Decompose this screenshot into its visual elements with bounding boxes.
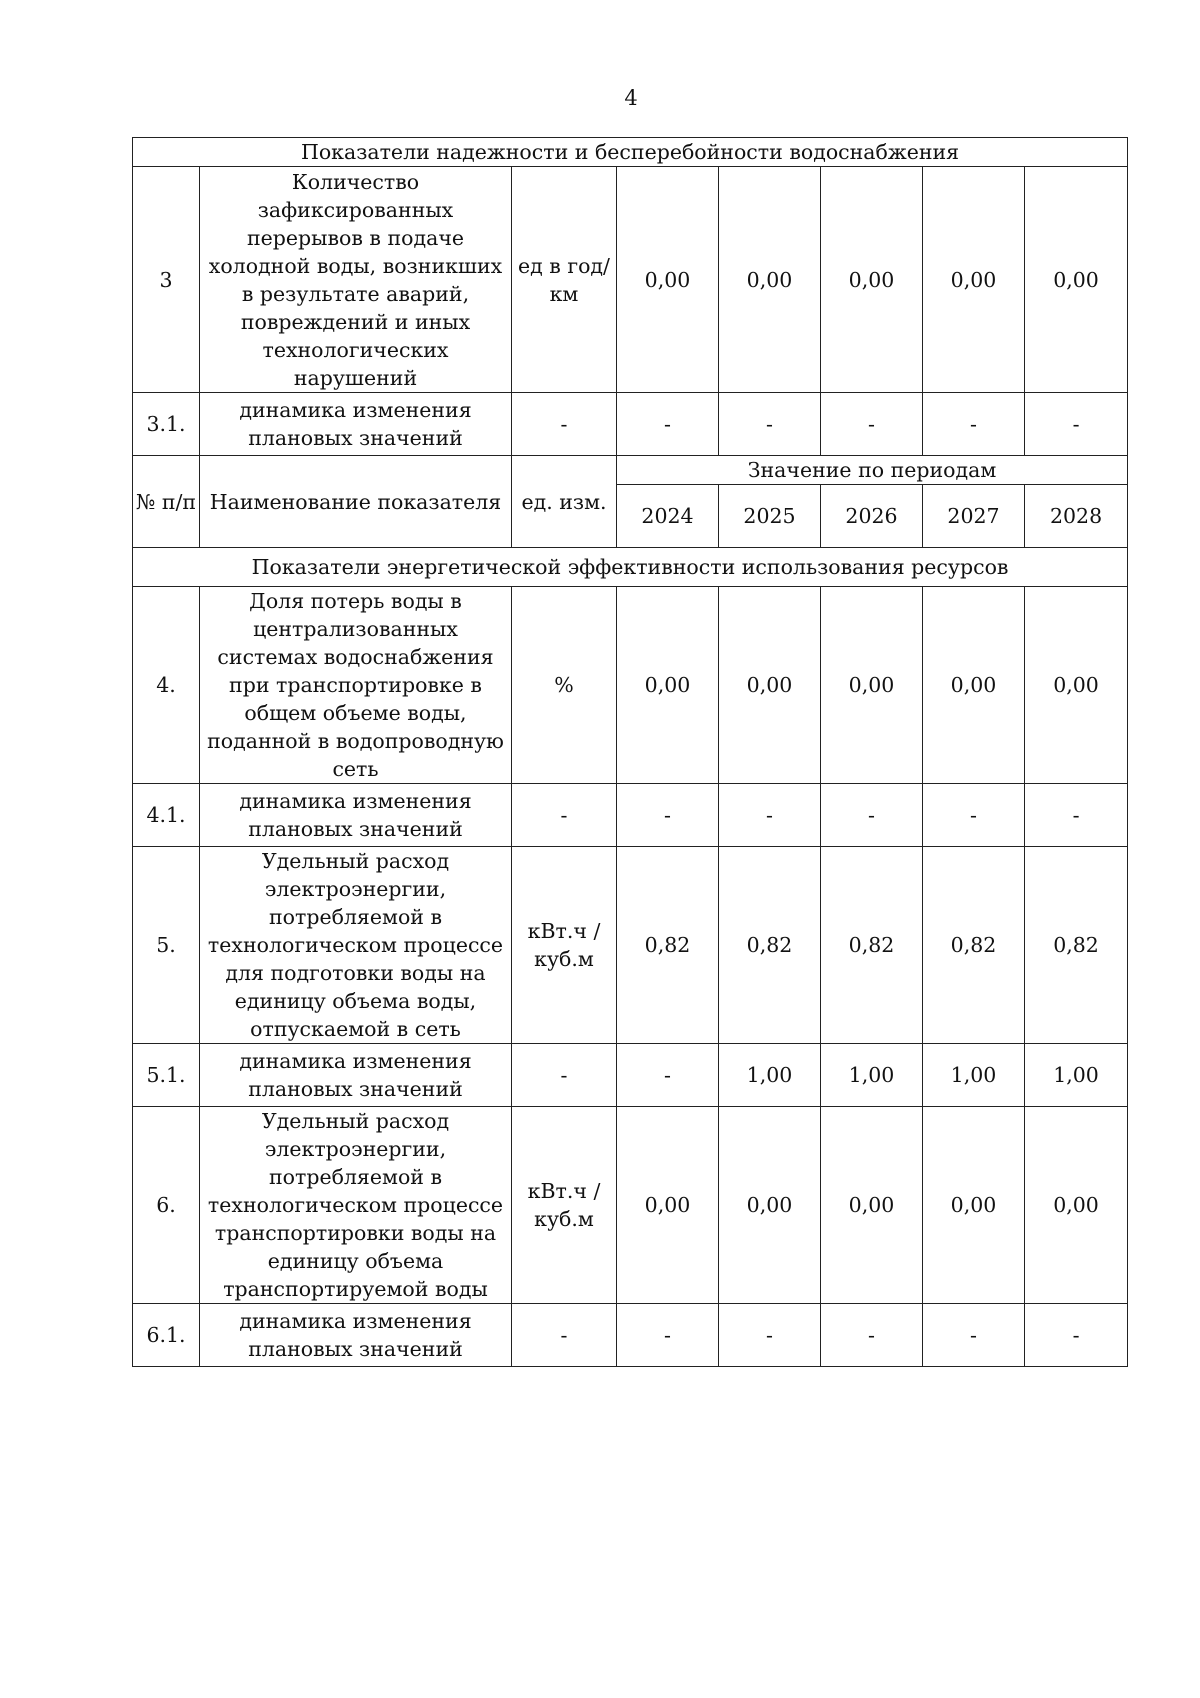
unit-cell: кВт.ч / куб.м xyxy=(512,847,617,1044)
table-row xyxy=(133,1044,1128,1107)
unit-cell: кВт.ч / куб.м xyxy=(512,1107,617,1304)
header-year: 2024 xyxy=(617,485,719,548)
value-2028: - xyxy=(1025,393,1128,456)
value-2026: 0,00 xyxy=(821,587,923,784)
table-row xyxy=(133,784,1128,847)
value-2024: - xyxy=(617,784,719,847)
value-2025: 0,00 xyxy=(719,587,821,784)
value-2026: 0,00 xyxy=(821,167,923,393)
unit-cell: - xyxy=(512,1304,617,1367)
section-row-energy xyxy=(133,548,1128,587)
value-2028: 0,00 xyxy=(1025,167,1128,393)
value-2024: 0,00 xyxy=(617,1107,719,1304)
header-year: 2027 xyxy=(923,485,1025,548)
header-periods: Значение по периодам xyxy=(617,456,1128,485)
header-year: 2026 xyxy=(821,485,923,548)
value-2028: 0,00 xyxy=(1025,587,1128,784)
indicator-name: Доля потерь воды в централизованных системах водоснабжения при транспортировке в общем объеме воды, поданной в водопроводную сеть xyxy=(200,587,512,784)
value-2025: - xyxy=(719,784,821,847)
row-number: 3.1. xyxy=(133,393,200,456)
unit-cell: % xyxy=(512,587,617,784)
unit-cell: - xyxy=(512,784,617,847)
value-2026: - xyxy=(821,393,923,456)
value-2028: 0,00 xyxy=(1025,1107,1128,1304)
table-row xyxy=(133,393,1128,456)
indicator-name: Удельный расход электроэнергии, потребляемой в технологическом процессе транспортировки воды на единицу объема транспортируемой воды xyxy=(200,1107,512,1304)
row-number: 3 xyxy=(133,167,200,393)
value-2028: - xyxy=(1025,1304,1128,1367)
unit-cell: - xyxy=(512,393,617,456)
value-2025: 0,00 xyxy=(719,1107,821,1304)
value-2025: 0,82 xyxy=(719,847,821,1044)
unit-cell: ед в год/ км xyxy=(512,167,617,393)
value-2024: - xyxy=(617,393,719,456)
indicator-name: динамика изменения плановых значений xyxy=(200,1304,512,1367)
header-unit: ед. изм. xyxy=(512,456,617,548)
row-number: 5.1. xyxy=(133,1044,200,1107)
unit-cell: - xyxy=(512,1044,617,1107)
value-2027: 0,00 xyxy=(923,167,1025,393)
value-2024: 0,00 xyxy=(617,167,719,393)
value-2025: 0,00 xyxy=(719,167,821,393)
table-row xyxy=(133,1304,1128,1367)
page-number: 4 xyxy=(624,86,638,110)
value-2024: - xyxy=(617,1304,719,1367)
table-row xyxy=(133,587,1128,784)
value-2024: 0,82 xyxy=(617,847,719,1044)
table-row xyxy=(133,167,1128,393)
indicator-name: Удельный расход электроэнергии, потребляемой в технологическом процессе для подготовки воды на единицу объема воды, отпускаемой в сеть xyxy=(200,847,512,1044)
value-2025: 1,00 xyxy=(719,1044,821,1107)
indicator-name: динамика изменения плановых значений xyxy=(200,784,512,847)
value-2026: 0,82 xyxy=(821,847,923,1044)
value-2028: 0,82 xyxy=(1025,847,1128,1044)
section-row-reliability xyxy=(133,138,1128,167)
value-2027: 0,00 xyxy=(923,1107,1025,1304)
value-2028: 1,00 xyxy=(1025,1044,1128,1107)
value-2024: 0,00 xyxy=(617,587,719,784)
value-2027: 0,00 xyxy=(923,587,1025,784)
indicator-name: Количество зафиксированных перерывов в подаче холодной воды, возникших в результате аварий, повреждений и иных технологических нарушений xyxy=(200,167,512,393)
value-2026: 0,00 xyxy=(821,1107,923,1304)
value-2026: - xyxy=(821,784,923,847)
value-2025: - xyxy=(719,393,821,456)
row-number: 4.1. xyxy=(133,784,200,847)
row-number: 4. xyxy=(133,587,200,784)
row-number: 5. xyxy=(133,847,200,1044)
header-year: 2025 xyxy=(719,485,821,548)
value-2026: - xyxy=(821,1304,923,1367)
header-row xyxy=(133,456,1128,485)
table-row xyxy=(133,847,1128,1044)
row-number: 6.1. xyxy=(133,1304,200,1367)
header-num: № п/п xyxy=(133,456,200,548)
value-2026: 1,00 xyxy=(821,1044,923,1107)
value-2027: - xyxy=(923,393,1025,456)
header-name: Наименование показателя xyxy=(200,456,512,548)
value-2027: 1,00 xyxy=(923,1044,1025,1107)
indicators-table xyxy=(132,137,1128,1367)
indicator-name: динамика изменения плановых значений xyxy=(200,393,512,456)
value-2027: 0,82 xyxy=(923,847,1025,1044)
header-year: 2028 xyxy=(1025,485,1128,548)
value-2025: - xyxy=(719,1304,821,1367)
value-2024: - xyxy=(617,1044,719,1107)
row-number: 6. xyxy=(133,1107,200,1304)
table-row xyxy=(133,1107,1128,1304)
section-title-energy: Показатели энергетической эффективности использования ресурсов xyxy=(133,548,1128,587)
value-2028: - xyxy=(1025,784,1128,847)
value-2027: - xyxy=(923,1304,1025,1367)
indicator-name: динамика изменения плановых значений xyxy=(200,1044,512,1107)
section-title-reliability: Показатели надежности и бесперебойности водоснабжения xyxy=(133,138,1128,167)
value-2027: - xyxy=(923,784,1025,847)
